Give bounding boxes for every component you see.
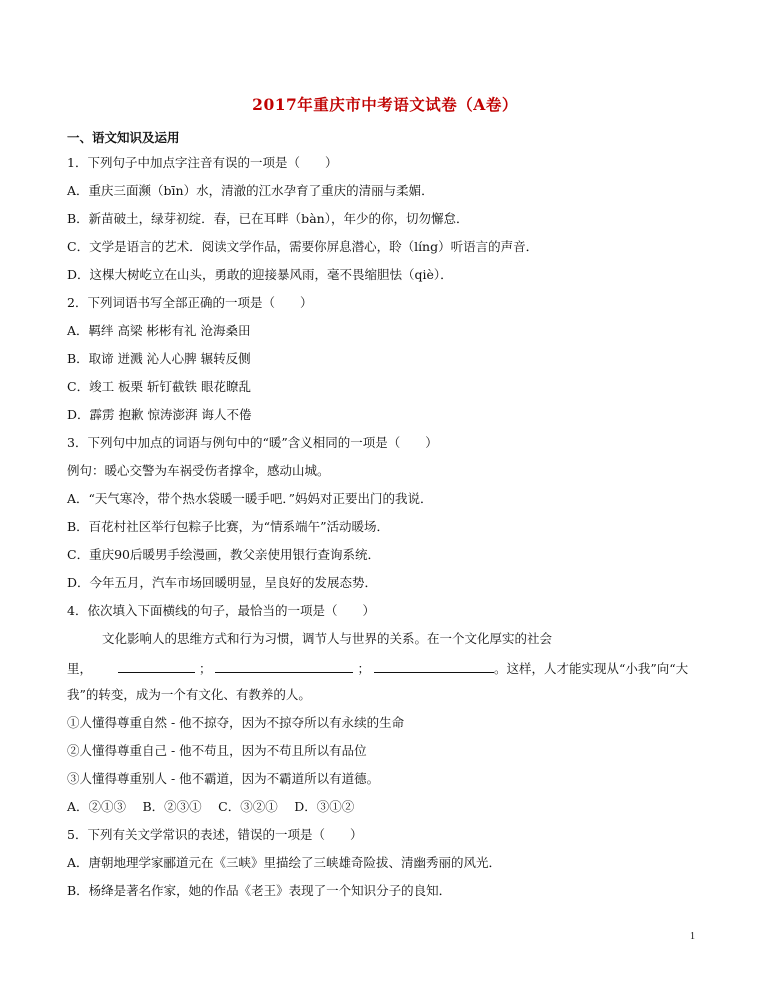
q4-choice-1: ①人懂得尊重自然 - 他不掠夺，因为不掠夺所以有永续的生命	[67, 715, 405, 730]
passage-separator-1: ；	[198, 661, 212, 676]
q1-option-c: C．文学是语言的艺术．阅读文学作品，需要你屏息潜心，聆（líng）听语言的声音．	[67, 239, 539, 254]
q3-option-d: D．今年五月，汽车市场回暖明显，呈良好的发展态势．	[67, 575, 378, 590]
page-number: 1	[690, 931, 695, 942]
q5-stem: 5．下列有关文学常识的表述，错误的一项是（ ）	[67, 827, 363, 842]
q1-option-a: A．重庆三面濒（bīn）水，清澈的江水孕育了重庆的清丽与柔媚．	[67, 183, 434, 198]
fill-blank-2	[215, 659, 353, 673]
q1-option-d: D．这棵大树屹立在山头，勇敢的迎接暴风雨，毫不畏缩胆怯（qiè）．	[67, 267, 453, 282]
section-heading: 一、语文知识及运用	[67, 130, 180, 145]
q2-stem: 2．下列词语书写全部正确的一项是（ ）	[67, 295, 313, 310]
passage-text-end: 。这样，人才能实现从“小我”向“大	[493, 661, 689, 676]
q3-option-a: A．“天气寒冷，带个热水袋暖一暖手吧．”妈妈对正要出门的我说．	[67, 491, 433, 506]
q3-stem: 3．下列句中加点的词语与例句中的“暖”含义相同的一项是（ ）	[67, 435, 438, 450]
q3-option-c: C．重庆90后暖男手绘漫画，教父亲使用银行查询系统．	[67, 547, 380, 562]
q4-passage-line-1: 文化影响人的思维方式和行为习惯，调节人与世界的关系。在一个文化厚实的社会	[102, 631, 553, 646]
fill-blank-3	[374, 659, 494, 673]
passage-separator-2: ；	[357, 661, 370, 676]
q2-option-d: D．霹雳 抱歉 惊涛澎湃 诲人不倦	[67, 407, 252, 422]
q4-passage-line-2	[67, 659, 717, 687]
exam-title: 2017年重庆市中考语文试卷（A卷）	[252, 95, 518, 114]
q4-stem: 4．依次填入下面横线的句子，最恰当的一项是（ ）	[67, 603, 375, 618]
q4-passage-line-3: 我”的转变，成为一个有文化、有教养的人。	[67, 687, 311, 702]
q4-options: A．②①③ B．②③① C．③②① D．③①②	[67, 799, 355, 814]
q4-choice-3: ③人懂得尊重别人 - 他不霸道，因为不霸道所以有道德。	[67, 771, 380, 786]
q1-stem: 1．下列句子中加点字注音有误的一项是（ ）	[67, 155, 338, 170]
q1-option-b: B．新苗破土，绿芽初绽．春，已在耳畔（bàn），年少的你，切勿懈怠．	[67, 211, 469, 226]
q5-option-b: B．杨绛是著名作家，她的作品《老王》表现了一个知识分子的良知．	[67, 883, 452, 898]
question-body	[67, 155, 717, 911]
q5-option-a: A．唐朝地理学家郦道元在《三峡》里描绘了三峡雄奇险拔、清幽秀丽的风光．	[67, 855, 502, 870]
q3-example: 例句：暖心交警为车祸受伤者撑伞，感动山城。	[67, 463, 330, 478]
fill-blank-1	[118, 659, 195, 673]
passage-text-start: 里，	[67, 661, 93, 676]
q3-option-b: B．百花村社区举行包粽子比赛，为“情系端午”活动暖场．	[67, 519, 389, 534]
q2-option-c: C．竣工 板栗 斩钉截铁 眼花瞭乱	[67, 379, 251, 394]
q4-choice-2: ②人懂得尊重自己 - 他不苟且，因为不苟且所以有品位	[67, 743, 367, 758]
q2-option-b: B．取谛 迸溅 沁人心脾 辗转反侧	[67, 351, 251, 366]
q2-option-a: A．羁绊 高梁 彬彬有礼 沧海桑田	[67, 323, 251, 338]
